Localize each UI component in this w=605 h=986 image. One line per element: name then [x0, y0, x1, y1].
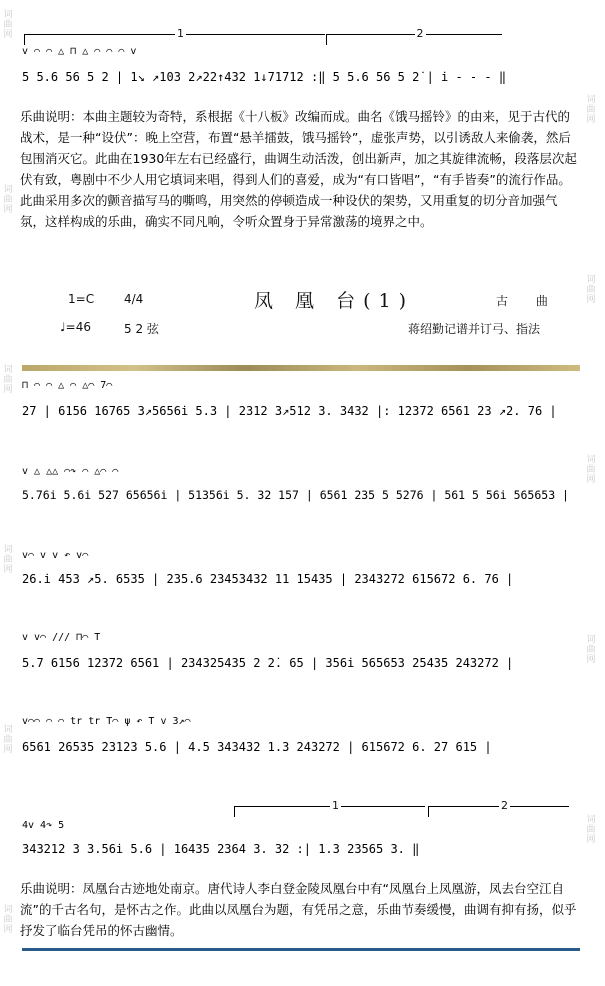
score-volta-1-label: 1	[332, 799, 339, 812]
top-volta-1	[24, 27, 325, 45]
string-tuning: 5 2 弦	[124, 322, 159, 336]
score-row-1-marks: ⊓ ⌒ ⌒ △ ⌒ △⌒ 7⌒	[22, 380, 113, 391]
score-row-2-marks: v △ △△ ⌒↷ ⌒ △⌒ ⌒	[22, 466, 119, 477]
tempo-marking: ♩=46	[60, 320, 91, 334]
top-volta-1-label: 1	[177, 27, 184, 40]
time-signature: 4/4	[124, 292, 144, 306]
score-volta-2-label: 2	[501, 799, 508, 812]
top-notation-row: 5 5.6 56 5 2 | 1↘ ↗103 2↗22↑432 1↓71712 :‖ 5 5.6 56 5 2̇ | i̇ - - - ‖	[22, 70, 507, 84]
piece-genre: 古 曲	[496, 294, 560, 308]
score-page	[18, 0, 584, 986]
decorative-banner	[22, 365, 580, 371]
watermark-right-4: 词曲网	[586, 635, 596, 665]
score-row-2: 5.76i̇ 5.6i̇ 527 65656i̇ | 51356i̇ 5. 32 157 | 6561 235 5 5276 | 561 5 56i̇ 565653 |	[22, 488, 569, 502]
watermark-left-1: 词曲网	[3, 10, 13, 40]
score-row-5: 6561 26535 23123 5.6 | 4.5 343432 1.3 243272 | 615672 6. 27 615 |	[22, 740, 492, 754]
watermark-right-1: 词曲网	[586, 95, 596, 125]
bottom-divider	[22, 948, 580, 951]
bottom-description: 乐曲说明：凤凰台古迹地处南京。唐代诗人李白登金陵凤凰台中有“凤凰台上凤凰游，凤去台空江自流”的千古名句，是怀古之作。此曲以凤凰台为题，有凭吊之意，乐曲节奏缓慢，曲调有抑有扬，似乎抒发了临台凭吊的怀古幽情。	[20, 881, 577, 938]
watermark-left-3: 词曲网	[3, 365, 13, 395]
piece-title: 凤 凰 台(1)	[254, 290, 414, 312]
top-volta-2-label: 2	[416, 27, 424, 40]
top-volta-2	[326, 27, 502, 45]
top-description: 乐曲说明：本曲主题较为奇特，系根据《十八板》改编而成。曲名《饿马摇铃》的由来，见于古代的战术，是一种“设伏”：晚上空营，布置“悬羊擂鼓，饿马摇铃”，虚张声势，以引诱敌人来偷袭，然后包围消灭它。此曲在1930年左右已经盛行，曲调生动活泼，创出新声，加之其旋律流畅，段落层次起伏有致，粤剧中不少人用它填词来唱，得到人们的喜爱，成为“有口皆唱”，“有手皆奏”的流行作品。此曲采用多次的颤音描写马的嘶鸣，用突然的停顿造成一种设伏的架势，又用重复的切分音加强气氛，这样构成的乐曲，确实不同凡响，令听众置身于异常激荡的境界之中。	[20, 109, 577, 229]
watermark-right-5: 词曲网	[586, 815, 596, 845]
watermark-right-2: 词曲网	[586, 275, 596, 305]
watermark-left-6: 词曲网	[3, 905, 13, 935]
score-row-5-marks: v⌒⌒ ⌒ ⌒ tr tr T⌒ ψ ↶ T v 3↗⌒	[22, 716, 191, 727]
watermark-left-5: 词曲网	[3, 725, 13, 755]
top-notation-marks: v ⌒ ⌒ △ ⊓ △ ⌒ ⌒ ⌒ v	[22, 46, 137, 57]
score-row-3: 26.i̇ 453 ↗5. 6535 | 235.6 23453432 11 15435 | 2343272 615672 6. 76 |	[22, 572, 514, 586]
score-volta-1	[234, 799, 425, 817]
score-volta-2	[428, 799, 569, 817]
score-row-6-marks: 4v 4↷ 5	[22, 820, 65, 831]
watermark-left-4: 词曲网	[3, 545, 13, 575]
score-row-4: 5.7 6156 12372 6561 | 234325435 2 2̇. 65 | 356i̇ 565653 25435 243272 |	[22, 656, 514, 670]
score-row-1: 27 | 6156 16765 3↗5656i̇ 5.3 | 2312 3↗512 3. 3432 |: 12372 6561 23 ↗2. 76 |	[22, 404, 557, 418]
score-row-6: 343212 3 3.56i̇ 5.6 | 16435 2364 3. 32 :| 1.3 23565 3. ‖	[22, 842, 420, 856]
key-signature: 1=C	[68, 292, 95, 306]
score-row-3-marks: v⌒ v v ↶ v⌒	[22, 550, 89, 561]
watermark-left-2: 词曲网	[3, 185, 13, 215]
score-row-4-marks: v v⌒ /// ⊓⌒ T	[22, 632, 101, 643]
watermark-right-3: 词曲网	[586, 455, 596, 485]
arranger-credit: 蒋绍勤记谱并订弓、指法	[408, 322, 541, 336]
